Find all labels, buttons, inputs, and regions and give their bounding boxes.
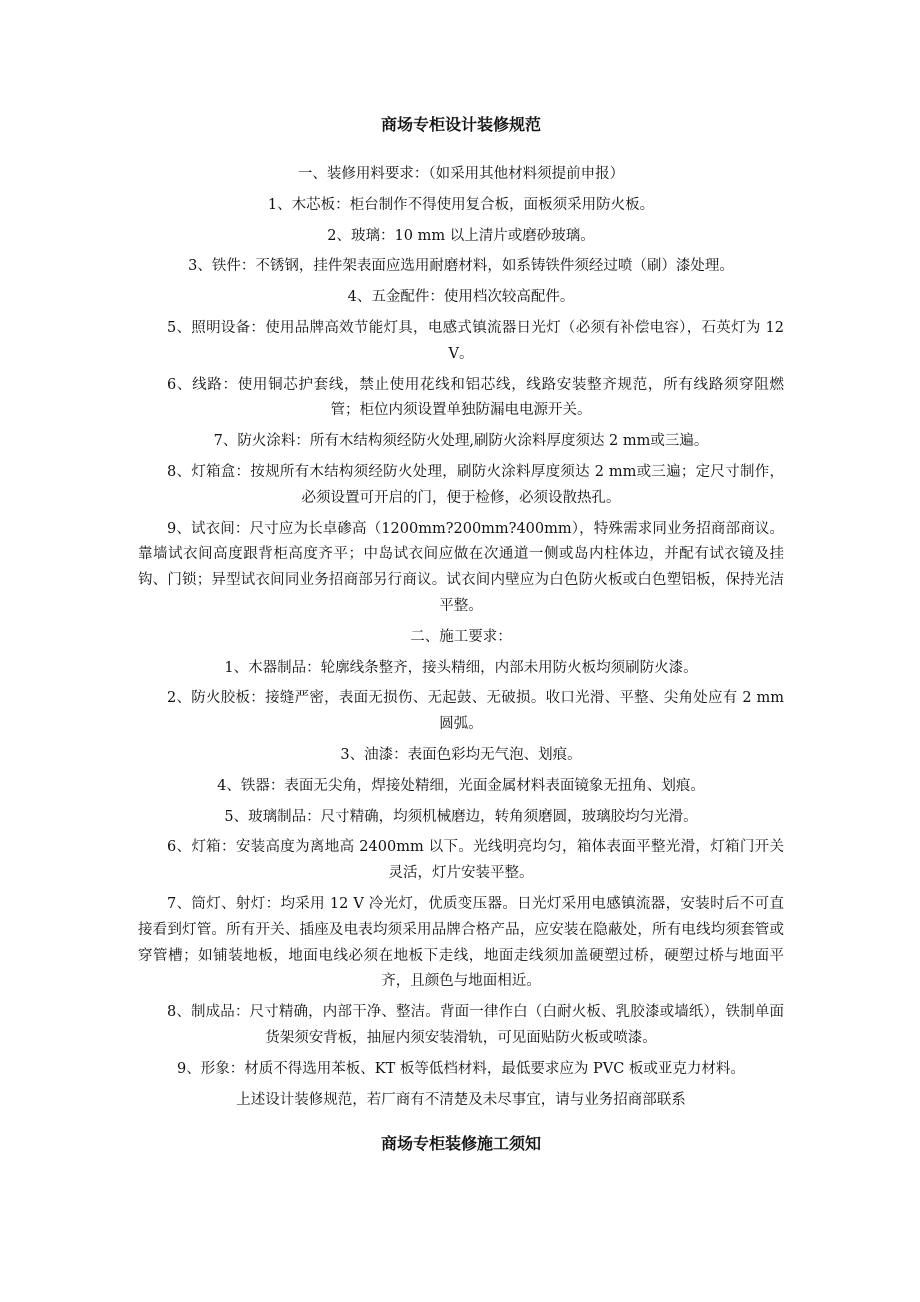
material-item-9: 9、试衣间：尺寸应为长卓碜高（1200mm?200mm?400mm），特殊需求同业务招商部商议。靠墙试衣间高度跟背柜高度齐平；中岛试衣间应做在次通道一侧或岛内柱体边，并配有试衣镜及挂钩、门锁；异型试衣间同业务招商部另行商议。试衣间内壁应为白色防火板或白色塑铝板，保持光洁平整。 <box>138 520 784 614</box>
construction-item-3: 3、油漆：表面色彩均无气泡、划痕。 <box>340 746 582 763</box>
material-item-7: 7、防火涂料：所有木结构须经防火处理,刷防火涂料厚度须达 2 mm或三遍。 <box>213 433 709 450</box>
construction-item-1: 1、木器制品：轮廓线条整齐，接头精细，内部未用防火板均须刷防火漆。 <box>224 659 698 676</box>
material-item-1: 1、木芯板：柜台制作不得使用复合板，面板须采用防火板。 <box>267 196 655 213</box>
construction-item-5: 5、玻璃制品：尺寸精确，均须机械磨边，转角须磨圆，玻璃胶均匀光滑。 <box>224 808 698 825</box>
construction-item-8: 8、制成品：尺寸精确，内部干净、整洁。背面一律作白（白耐火板、乳胶漆或墙纸），铁制单面货架须安背板，抽屉内须安装滑轨，可见面贴防火板或喷漆。 <box>167 1004 784 1046</box>
section-heading-construction: 二、施工要求： <box>410 628 512 645</box>
material-item-5: 5、照明设备：使用品牌高效节能灯具，电感式镇流器日光灯（必须有补偿电容），石英灯为 12 V。 <box>167 319 784 362</box>
construction-item-2: 2、防火胶板：接缝严密，表面无损伤、无起鼓、无破损。收口光滑、平整、尖角处应有 2 mm圆弧。 <box>167 690 784 733</box>
document-page <box>138 112 784 1181</box>
section-heading-materials: 一、装修用料要求：（如采用其他材料须提前申报） <box>297 166 625 182</box>
closing-note: 上述设计装修规范，若厂商有不清楚及未尽事宜，请与业务招商部联系 <box>236 1091 686 1108</box>
construction-item-6: 6、灯箱：安装高度为离地高 2400mm 以下。光线明亮均匀，箱体表面平整光滑，灯箱门开关灵活，灯片安装平整。 <box>167 839 784 882</box>
construction-item-4: 4、铁器：表面无尖角，焊接处精细，光面金属材料表面镜象无扭角、划痕。 <box>217 777 705 794</box>
document-title: 商场专柜设计装修规范 <box>380 115 541 134</box>
material-item-8: 8、灯箱盒：按规所有木结构须经防火处理，刷防火涂料厚度须达 2 mm或三遍；定尺寸制作，必须设置可开启的门，便于检修，必须设散热孔。 <box>167 463 784 506</box>
construction-item-7: 7、筒灯、射灯：均采用 12 V 冷光灯，优质变压器。日光灯采用电感镇流器，安装时后不可直接看到灯管。所有开关、插座及电表均须采用品牌合格产品，应安装在隐蔽处，所有电线均须套管或穿管槽；如铺装地板，地面电线必须在地板下走线，地面走线须加盖硬塑过桥，硬塑过桥与地面平齐，且颜色与地面相近。 <box>138 895 784 990</box>
material-item-2: 2、玻璃：10 mm 以上清片或磨砂玻璃。 <box>327 227 595 244</box>
material-item-3: 3、铁件：不锈钢，挂件架表面应选用耐磨材料，如系铸铁件须经过喷（刷）漆处理。 <box>188 258 734 275</box>
second-title: 商场专柜装修施工须知 <box>380 1134 541 1154</box>
construction-item-9: 9、形象：材质不得选用苯板、KT 板等低档材料，最低要求应为 PVC 板或亚克力材料。 <box>177 1060 745 1077</box>
material-item-4: 4、五金配件：使用档次较高配件。 <box>347 289 575 306</box>
material-item-6: 6、线路：使用铜芯护套线，禁止使用花线和铝芯线，线路安装整齐规范，所有线路须穿阻燃管；柜位内须设置单独防漏电电源开关。 <box>167 376 784 419</box>
